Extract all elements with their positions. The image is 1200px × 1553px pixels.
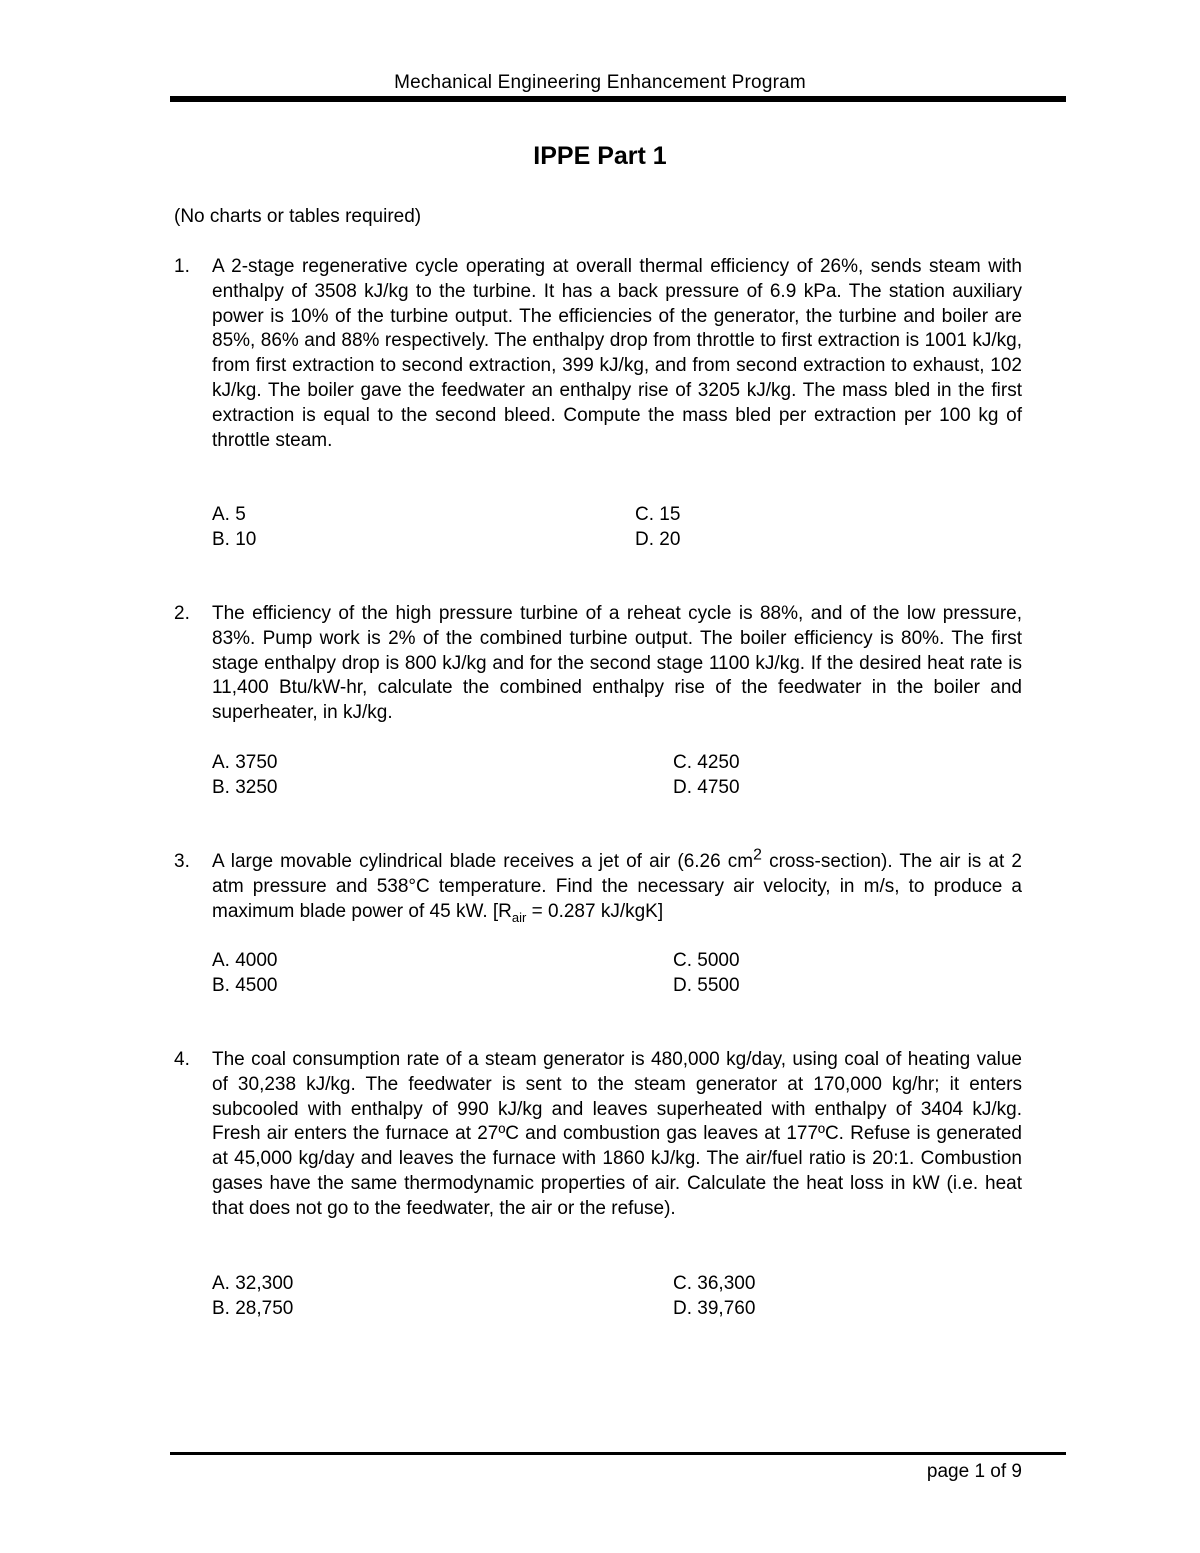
question-number: 4.: [174, 1049, 190, 1070]
page-number: page 1 of 9: [926, 1461, 1022, 1482]
choice-d: D. 39,760: [673, 1298, 756, 1319]
footer-divider: [170, 1452, 1066, 1455]
superscript: 2: [753, 846, 762, 864]
subscript: air: [511, 909, 527, 925]
question-text: A 2-stage regenerative cycle operating at overall thermal efficiency of 26%, sends steam with enthalpy of 3508 kJ/kg to the turbine. It has a back pressure of 6.9 kPa. The station auxiliary power is 10% of the turbine output. The efficiencies of the generator, the turbine and boiler are 85%, 86% and 88% respectively. The enthalpy drop from throttle to first extraction is 1001 kJ/kg, from first extraction to second extraction, 399 kJ/kg, and from second extraction to exhaust, 102 kJ/kg. The boiler gave the feedwater an enthalpy rise of 3205 kJ/kg. The mass bled in the first extraction is equal to the second bleed. Compute the mass bled per extraction per 100 kg of throttle steam.: [212, 256, 1022, 451]
question-text: The coal consumption rate of a steam generator is 480,000 kg/day, using coal of heating value of 30,238 kJ/kg. The feedwater is sent to the steam generator at 170,000 kg/hr; it enters subcooled with enthalpy of 990 kJ/kg and leaves superheated with enthalpy of 3404 kJ/kg. Fresh air enters the furnace at 27ºC and combustion gas leaves at 177ºC. Refuse is generated at 45,000 kg/day and leaves the furnace with 1860 kJ/kg. The air/fuel ratio is 20:1. Combustion gases have the same thermodynamic properties of air. Calculate the heat loss in kW (i.e. heat that does not go to the feedwater, the air or the refuse).: [212, 1049, 1022, 1219]
choice-b: B. 4500: [212, 975, 278, 996]
header-divider: [170, 96, 1066, 102]
choice-d: D. 20: [635, 529, 681, 550]
choice-c: C. 4250: [673, 752, 740, 773]
question-number: 1.: [174, 256, 190, 277]
question-text: A large movable cylindrical blade receives a jet of air (6.26 $cm^2$ cross-section). The air is at 2 atm pressure and 538°C temperature. Find the necessary air velocity, in m/s, to produce a maximum blade power of 45 kW. [$R_{air} = 0.287$ kJ/kgK]: [212, 846, 1022, 925]
choice-d: D. 5500: [673, 975, 740, 996]
choice-b: B. 28,750: [212, 1298, 294, 1319]
question-number: 2.: [174, 603, 190, 624]
question-text: The efficiency of the high pressure turbine of a reheat cycle is 88%, and of the low pressure, 83%. Pump work is 2% of the combined turbine output. The boiler efficiency is 80%. The first stage enthalpy drop is 800 kJ/kg and for the second stage 1100 kJ/kg. If the desired heat rate is 11,400 Btu/kW-hr, calculate the combined enthalpy rise of the feedwater in the boiler and superheater, in kJ/kg.: [212, 603, 1022, 724]
choice-a: A. 32,300: [212, 1273, 294, 1294]
question-number: 3.: [174, 851, 190, 872]
header-program-name: Mechanical Engineering Enhancement Program: [394, 72, 806, 93]
document-title: IPPE Part 1: [533, 142, 667, 170]
choice-c: C. 15: [635, 504, 681, 525]
choice-b: B. 10: [212, 529, 257, 550]
choice-a: A. 5: [212, 504, 246, 525]
choice-b: B. 3250: [212, 777, 278, 798]
choice-a: A. 3750: [212, 752, 278, 773]
choice-d: D. 4750: [673, 777, 740, 798]
intro-note: (No charts or tables required): [174, 206, 422, 227]
choice-c: C. 5000: [673, 950, 740, 971]
choice-c: C. 36,300: [673, 1273, 756, 1294]
choice-a: A. 4000: [212, 950, 278, 971]
